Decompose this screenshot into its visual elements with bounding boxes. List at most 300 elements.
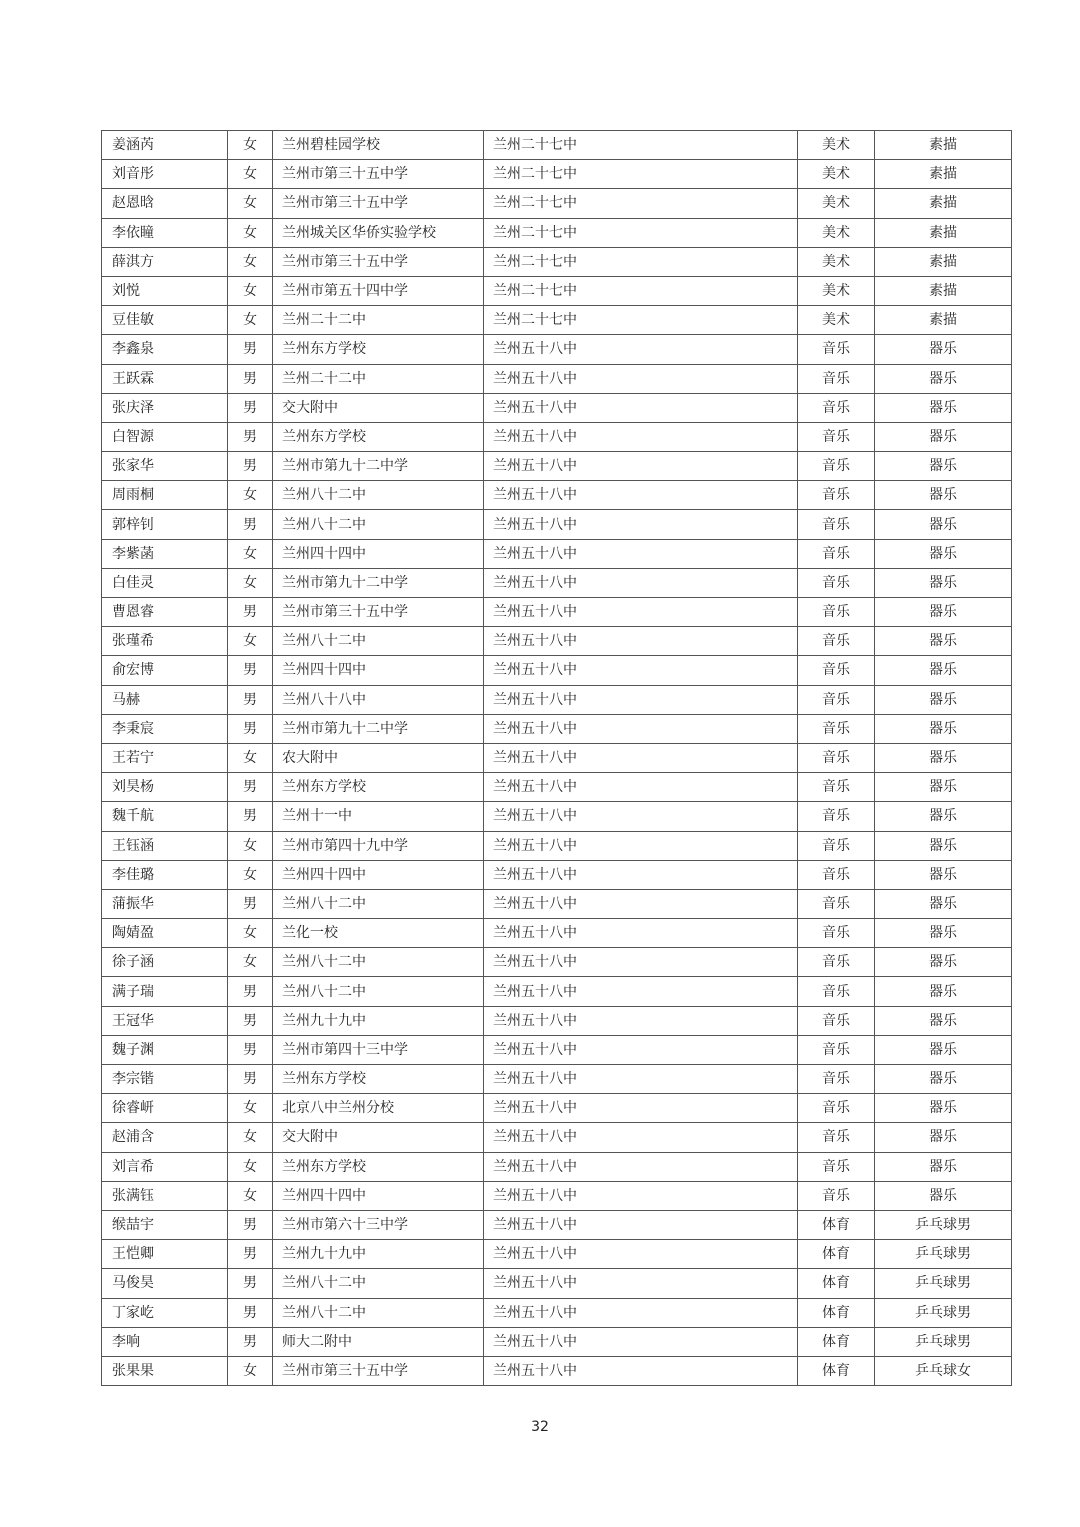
table-row xyxy=(102,1181,1012,1210)
category-cell: 音乐 xyxy=(798,802,875,831)
table-row xyxy=(102,306,1012,335)
gender-cell: 男 xyxy=(228,1240,273,1269)
specialty-cell: 器乐 xyxy=(875,685,1012,714)
student-name-cell: 王冠华 xyxy=(102,1006,228,1035)
origin-school-cell: 兰州市第九十二中学 xyxy=(273,714,484,743)
student-name-cell: 白佳灵 xyxy=(102,568,228,597)
gender-cell: 男 xyxy=(228,598,273,627)
student-name-cell: 徐睿岍 xyxy=(102,1094,228,1123)
gender-cell: 男 xyxy=(228,510,273,539)
admitted-school-cell: 兰州二十七中 xyxy=(484,276,798,305)
origin-school-cell: 兰州市第三十五中学 xyxy=(273,160,484,189)
admitted-school-cell: 兰州二十七中 xyxy=(484,218,798,247)
specialty-cell: 器乐 xyxy=(875,860,1012,889)
category-cell: 音乐 xyxy=(798,685,875,714)
category-cell: 美术 xyxy=(798,160,875,189)
gender-cell: 男 xyxy=(228,1327,273,1356)
category-cell: 音乐 xyxy=(798,335,875,364)
table-row xyxy=(102,889,1012,918)
page-number: 32 xyxy=(531,1419,549,1435)
student-name-cell: 王恺卿 xyxy=(102,1240,228,1269)
origin-school-cell: 兰州二十二中 xyxy=(273,364,484,393)
admitted-school-cell: 兰州五十八中 xyxy=(484,1356,798,1385)
specialty-cell: 素描 xyxy=(875,160,1012,189)
origin-school-cell: 兰州八十二中 xyxy=(273,481,484,510)
specialty-cell: 器乐 xyxy=(875,948,1012,977)
origin-school-cell: 兰化一校 xyxy=(273,919,484,948)
table-row xyxy=(102,919,1012,948)
category-cell: 体育 xyxy=(798,1327,875,1356)
origin-school-cell: 兰州东方学校 xyxy=(273,773,484,802)
category-cell: 音乐 xyxy=(798,510,875,539)
admitted-school-cell: 兰州五十八中 xyxy=(484,889,798,918)
gender-cell: 女 xyxy=(228,1094,273,1123)
student-name-cell: 魏子渊 xyxy=(102,1035,228,1064)
table-row xyxy=(102,1269,1012,1298)
specialty-cell: 乒乓球男 xyxy=(875,1210,1012,1239)
table-row xyxy=(102,1356,1012,1385)
gender-cell: 女 xyxy=(228,919,273,948)
category-cell: 美术 xyxy=(798,189,875,218)
admitted-school-cell: 兰州五十八中 xyxy=(484,1006,798,1035)
admitted-school-cell: 兰州五十八中 xyxy=(484,1327,798,1356)
student-name-cell: 刘音彤 xyxy=(102,160,228,189)
gender-cell: 男 xyxy=(228,977,273,1006)
student-name-cell: 王跃霖 xyxy=(102,364,228,393)
origin-school-cell: 兰州八十二中 xyxy=(273,1269,484,1298)
gender-cell: 男 xyxy=(228,335,273,364)
admitted-school-cell: 兰州五十八中 xyxy=(484,919,798,948)
admitted-school-cell: 兰州五十八中 xyxy=(484,627,798,656)
origin-school-cell: 兰州市第三十五中学 xyxy=(273,598,484,627)
category-cell: 音乐 xyxy=(798,656,875,685)
gender-cell: 女 xyxy=(228,306,273,335)
student-name-cell: 徐子涵 xyxy=(102,948,228,977)
specialty-cell: 器乐 xyxy=(875,889,1012,918)
table-row xyxy=(102,539,1012,568)
gender-cell: 男 xyxy=(228,714,273,743)
origin-school-cell: 兰州八十二中 xyxy=(273,977,484,1006)
gender-cell: 男 xyxy=(228,1210,273,1239)
table-row xyxy=(102,1123,1012,1152)
table-row xyxy=(102,773,1012,802)
admitted-school-cell: 兰州二十七中 xyxy=(484,189,798,218)
table-row xyxy=(102,627,1012,656)
admitted-school-cell: 兰州五十八中 xyxy=(484,452,798,481)
table-row xyxy=(102,510,1012,539)
student-name-cell: 俞宏博 xyxy=(102,656,228,685)
gender-cell: 女 xyxy=(228,743,273,772)
specialty-cell: 乒乓球男 xyxy=(875,1327,1012,1356)
origin-school-cell: 兰州市第三十五中学 xyxy=(273,247,484,276)
student-name-cell: 李响 xyxy=(102,1327,228,1356)
category-cell: 音乐 xyxy=(798,422,875,451)
gender-cell: 男 xyxy=(228,685,273,714)
admitted-school-cell: 兰州五十八中 xyxy=(484,1035,798,1064)
specialty-cell: 器乐 xyxy=(875,773,1012,802)
category-cell: 音乐 xyxy=(798,1152,875,1181)
gender-cell: 女 xyxy=(228,1356,273,1385)
gender-cell: 女 xyxy=(228,160,273,189)
table-row xyxy=(102,802,1012,831)
table-row xyxy=(102,1065,1012,1094)
student-name-cell: 刘悦 xyxy=(102,276,228,305)
student-name-cell: 王钰涵 xyxy=(102,831,228,860)
gender-cell: 女 xyxy=(228,218,273,247)
gender-cell: 男 xyxy=(228,1006,273,1035)
admitted-school-cell: 兰州二十七中 xyxy=(484,160,798,189)
student-name-cell: 张满钰 xyxy=(102,1181,228,1210)
table-row xyxy=(102,218,1012,247)
student-name-cell: 蒲振华 xyxy=(102,889,228,918)
origin-school-cell: 师大二附中 xyxy=(273,1327,484,1356)
gender-cell: 男 xyxy=(228,1035,273,1064)
origin-school-cell: 农大附中 xyxy=(273,743,484,772)
table-row xyxy=(102,364,1012,393)
table-row xyxy=(102,1006,1012,1035)
origin-school-cell: 兰州市第九十二中学 xyxy=(273,568,484,597)
table-row xyxy=(102,598,1012,627)
admitted-school-cell: 兰州五十八中 xyxy=(484,1094,798,1123)
origin-school-cell: 兰州市第五十四中学 xyxy=(273,276,484,305)
gender-cell: 男 xyxy=(228,802,273,831)
gender-cell: 女 xyxy=(228,568,273,597)
specialty-cell: 器乐 xyxy=(875,656,1012,685)
specialty-cell: 素描 xyxy=(875,247,1012,276)
origin-school-cell: 兰州市第六十三中学 xyxy=(273,1210,484,1239)
gender-cell: 男 xyxy=(228,1298,273,1327)
category-cell: 音乐 xyxy=(798,452,875,481)
gender-cell: 女 xyxy=(228,627,273,656)
gender-cell: 女 xyxy=(228,539,273,568)
category-cell: 音乐 xyxy=(798,919,875,948)
student-name-cell: 张瑾希 xyxy=(102,627,228,656)
category-cell: 体育 xyxy=(798,1240,875,1269)
admitted-school-cell: 兰州二十七中 xyxy=(484,247,798,276)
specialty-cell: 器乐 xyxy=(875,1006,1012,1035)
admitted-school-cell: 兰州五十八中 xyxy=(484,831,798,860)
origin-school-cell: 兰州八十二中 xyxy=(273,510,484,539)
origin-school-cell: 兰州四十四中 xyxy=(273,656,484,685)
specialty-cell: 器乐 xyxy=(875,422,1012,451)
category-cell: 音乐 xyxy=(798,393,875,422)
admitted-school-cell: 兰州二十七中 xyxy=(484,306,798,335)
specialty-cell: 器乐 xyxy=(875,335,1012,364)
origin-school-cell: 兰州东方学校 xyxy=(273,1065,484,1094)
table-row xyxy=(102,714,1012,743)
specialty-cell: 器乐 xyxy=(875,714,1012,743)
category-cell: 音乐 xyxy=(798,627,875,656)
category-cell: 音乐 xyxy=(798,948,875,977)
category-cell: 音乐 xyxy=(798,977,875,1006)
table-row xyxy=(102,685,1012,714)
table-row xyxy=(102,1240,1012,1269)
student-name-cell: 李秉宸 xyxy=(102,714,228,743)
category-cell: 美术 xyxy=(798,306,875,335)
student-name-cell: 马俊昊 xyxy=(102,1269,228,1298)
student-name-cell: 李依瞳 xyxy=(102,218,228,247)
category-cell: 音乐 xyxy=(798,1035,875,1064)
student-name-cell: 张家华 xyxy=(102,452,228,481)
category-cell: 音乐 xyxy=(798,889,875,918)
category-cell: 音乐 xyxy=(798,1065,875,1094)
table-row xyxy=(102,948,1012,977)
category-cell: 音乐 xyxy=(798,364,875,393)
specialty-cell: 器乐 xyxy=(875,919,1012,948)
gender-cell: 女 xyxy=(228,189,273,218)
student-name-cell: 赵浦含 xyxy=(102,1123,228,1152)
specialty-cell: 器乐 xyxy=(875,598,1012,627)
specialty-cell: 器乐 xyxy=(875,481,1012,510)
origin-school-cell: 兰州城关区华侨实验学校 xyxy=(273,218,484,247)
gender-cell: 男 xyxy=(228,889,273,918)
origin-school-cell: 兰州八十二中 xyxy=(273,948,484,977)
student-name-cell: 陶婧盈 xyxy=(102,919,228,948)
admitted-school-cell: 兰州五十八中 xyxy=(484,1152,798,1181)
gender-cell: 女 xyxy=(228,481,273,510)
admitted-school-cell: 兰州五十八中 xyxy=(484,568,798,597)
admitted-school-cell: 兰州五十八中 xyxy=(484,335,798,364)
table-row xyxy=(102,481,1012,510)
specialty-cell: 素描 xyxy=(875,218,1012,247)
origin-school-cell: 兰州四十四中 xyxy=(273,1181,484,1210)
category-cell: 音乐 xyxy=(798,743,875,772)
student-name-cell: 姜涵芮 xyxy=(102,131,228,160)
table-row xyxy=(102,568,1012,597)
gender-cell: 女 xyxy=(228,1123,273,1152)
category-cell: 音乐 xyxy=(798,1123,875,1152)
category-cell: 音乐 xyxy=(798,773,875,802)
student-name-cell: 赵恩晗 xyxy=(102,189,228,218)
specialty-cell: 器乐 xyxy=(875,1065,1012,1094)
table-row xyxy=(102,977,1012,1006)
student-name-cell: 白智源 xyxy=(102,422,228,451)
table-row xyxy=(102,247,1012,276)
specialty-cell: 器乐 xyxy=(875,977,1012,1006)
admitted-school-cell: 兰州五十八中 xyxy=(484,1269,798,1298)
specialty-cell: 素描 xyxy=(875,306,1012,335)
gender-cell: 女 xyxy=(228,247,273,276)
admitted-school-cell: 兰州五十八中 xyxy=(484,977,798,1006)
specialty-cell: 器乐 xyxy=(875,510,1012,539)
gender-cell: 男 xyxy=(228,364,273,393)
specialty-cell: 乒乓球男 xyxy=(875,1298,1012,1327)
origin-school-cell: 兰州十一中 xyxy=(273,802,484,831)
gender-cell: 男 xyxy=(228,1269,273,1298)
specialty-cell: 乒乓球男 xyxy=(875,1269,1012,1298)
origin-school-cell: 兰州二十二中 xyxy=(273,306,484,335)
category-cell: 美术 xyxy=(798,247,875,276)
specialty-cell: 器乐 xyxy=(875,743,1012,772)
student-name-cell: 李佳璐 xyxy=(102,860,228,889)
category-cell: 音乐 xyxy=(798,860,875,889)
gender-cell: 女 xyxy=(228,1181,273,1210)
admitted-school-cell: 兰州五十八中 xyxy=(484,802,798,831)
student-name-cell: 马赫 xyxy=(102,685,228,714)
gender-cell: 女 xyxy=(228,276,273,305)
origin-school-cell: 兰州九十九中 xyxy=(273,1240,484,1269)
admitted-school-cell: 兰州五十八中 xyxy=(484,860,798,889)
student-name-cell: 缑喆宇 xyxy=(102,1210,228,1239)
specialty-cell: 器乐 xyxy=(875,568,1012,597)
table-row xyxy=(102,422,1012,451)
origin-school-cell: 兰州四十四中 xyxy=(273,539,484,568)
specialty-cell: 器乐 xyxy=(875,1152,1012,1181)
specialty-cell: 器乐 xyxy=(875,393,1012,422)
admitted-school-cell: 兰州五十八中 xyxy=(484,481,798,510)
origin-school-cell: 兰州东方学校 xyxy=(273,1152,484,1181)
origin-school-cell: 交大附中 xyxy=(273,1123,484,1152)
category-cell: 音乐 xyxy=(798,714,875,743)
specialty-cell: 乒乓球男 xyxy=(875,1240,1012,1269)
student-name-cell: 刘昊杨 xyxy=(102,773,228,802)
specialty-cell: 器乐 xyxy=(875,364,1012,393)
table-row xyxy=(102,452,1012,481)
student-name-cell: 张庆泽 xyxy=(102,393,228,422)
specialty-cell: 器乐 xyxy=(875,1181,1012,1210)
origin-school-cell: 兰州东方学校 xyxy=(273,422,484,451)
admitted-school-cell: 兰州五十八中 xyxy=(484,364,798,393)
origin-school-cell: 兰州四十四中 xyxy=(273,860,484,889)
origin-school-cell: 交大附中 xyxy=(273,393,484,422)
specialty-cell: 器乐 xyxy=(875,452,1012,481)
student-name-cell: 薛淇方 xyxy=(102,247,228,276)
gender-cell: 男 xyxy=(228,656,273,685)
category-cell: 音乐 xyxy=(798,1006,875,1035)
gender-cell: 男 xyxy=(228,452,273,481)
admitted-school-cell: 兰州五十八中 xyxy=(484,598,798,627)
admitted-school-cell: 兰州二十七中 xyxy=(484,131,798,160)
specialty-cell: 器乐 xyxy=(875,1094,1012,1123)
admitted-school-cell: 兰州五十八中 xyxy=(484,714,798,743)
admitted-school-cell: 兰州五十八中 xyxy=(484,948,798,977)
student-table-body xyxy=(102,131,1012,1386)
origin-school-cell: 兰州市第四十九中学 xyxy=(273,831,484,860)
table-row xyxy=(102,831,1012,860)
specialty-cell: 乒乓球女 xyxy=(875,1356,1012,1385)
admitted-school-cell: 兰州五十八中 xyxy=(484,1123,798,1152)
table-row xyxy=(102,189,1012,218)
category-cell: 美术 xyxy=(798,131,875,160)
specialty-cell: 器乐 xyxy=(875,1035,1012,1064)
specialty-cell: 器乐 xyxy=(875,831,1012,860)
table-row xyxy=(102,276,1012,305)
category-cell: 体育 xyxy=(798,1356,875,1385)
category-cell: 美术 xyxy=(798,218,875,247)
specialty-cell: 素描 xyxy=(875,276,1012,305)
specialty-cell: 素描 xyxy=(875,131,1012,160)
table-row xyxy=(102,131,1012,160)
gender-cell: 女 xyxy=(228,131,273,160)
student-name-cell: 魏千航 xyxy=(102,802,228,831)
table-row xyxy=(102,743,1012,772)
origin-school-cell: 兰州九十九中 xyxy=(273,1006,484,1035)
specialty-cell: 器乐 xyxy=(875,802,1012,831)
origin-school-cell: 兰州市第四十三中学 xyxy=(273,1035,484,1064)
table-row xyxy=(102,335,1012,364)
table-row xyxy=(102,1152,1012,1181)
gender-cell: 女 xyxy=(228,948,273,977)
gender-cell: 女 xyxy=(228,860,273,889)
origin-school-cell: 兰州东方学校 xyxy=(273,335,484,364)
category-cell: 美术 xyxy=(798,276,875,305)
table-row xyxy=(102,656,1012,685)
origin-school-cell: 兰州碧桂园学校 xyxy=(273,131,484,160)
admitted-school-cell: 兰州五十八中 xyxy=(484,1181,798,1210)
student-name-cell: 李宗锴 xyxy=(102,1065,228,1094)
student-name-cell: 刘言希 xyxy=(102,1152,228,1181)
origin-school-cell: 兰州八十八中 xyxy=(273,685,484,714)
category-cell: 体育 xyxy=(798,1298,875,1327)
table-row xyxy=(102,1094,1012,1123)
origin-school-cell: 北京八中兰州分校 xyxy=(273,1094,484,1123)
gender-cell: 男 xyxy=(228,773,273,802)
specialty-cell: 器乐 xyxy=(875,627,1012,656)
table-row xyxy=(102,860,1012,889)
origin-school-cell: 兰州八十二中 xyxy=(273,627,484,656)
student-name-cell: 丁家屹 xyxy=(102,1298,228,1327)
gender-cell: 女 xyxy=(228,831,273,860)
student-name-cell: 曹恩睿 xyxy=(102,598,228,627)
student-name-cell: 王若宁 xyxy=(102,743,228,772)
specialty-cell: 素描 xyxy=(875,189,1012,218)
gender-cell: 男 xyxy=(228,422,273,451)
table-row xyxy=(102,1298,1012,1327)
admitted-school-cell: 兰州五十八中 xyxy=(484,685,798,714)
origin-school-cell: 兰州市第三十五中学 xyxy=(273,189,484,218)
table-row xyxy=(102,393,1012,422)
category-cell: 音乐 xyxy=(798,1181,875,1210)
specialty-cell: 器乐 xyxy=(875,1123,1012,1152)
admitted-school-cell: 兰州五十八中 xyxy=(484,1240,798,1269)
category-cell: 体育 xyxy=(798,1210,875,1239)
table-row xyxy=(102,1327,1012,1356)
admitted-school-cell: 兰州五十八中 xyxy=(484,539,798,568)
student-name-cell: 李鑫泉 xyxy=(102,335,228,364)
admitted-school-cell: 兰州五十八中 xyxy=(484,1065,798,1094)
table-row xyxy=(102,1035,1012,1064)
admitted-school-cell: 兰州五十八中 xyxy=(484,393,798,422)
admitted-school-cell: 兰州五十八中 xyxy=(484,743,798,772)
student-name-cell: 李紫菡 xyxy=(102,539,228,568)
origin-school-cell: 兰州八十二中 xyxy=(273,889,484,918)
admitted-school-cell: 兰州五十八中 xyxy=(484,510,798,539)
admitted-school-cell: 兰州五十八中 xyxy=(484,1210,798,1239)
category-cell: 音乐 xyxy=(798,568,875,597)
admitted-school-cell: 兰州五十八中 xyxy=(484,656,798,685)
category-cell: 体育 xyxy=(798,1269,875,1298)
table-row xyxy=(102,1210,1012,1239)
gender-cell: 女 xyxy=(228,1152,273,1181)
origin-school-cell: 兰州八十二中 xyxy=(273,1298,484,1327)
origin-school-cell: 兰州市第九十二中学 xyxy=(273,452,484,481)
admitted-school-cell: 兰州五十八中 xyxy=(484,773,798,802)
category-cell: 音乐 xyxy=(798,481,875,510)
student-name-cell: 周雨桐 xyxy=(102,481,228,510)
student-name-cell: 豆佳敏 xyxy=(102,306,228,335)
admitted-school-cell: 兰州五十八中 xyxy=(484,1298,798,1327)
gender-cell: 男 xyxy=(228,1065,273,1094)
student-table xyxy=(101,130,1012,1386)
origin-school-cell: 兰州市第三十五中学 xyxy=(273,1356,484,1385)
gender-cell: 男 xyxy=(228,393,273,422)
category-cell: 音乐 xyxy=(798,1094,875,1123)
admitted-school-cell: 兰州五十八中 xyxy=(484,422,798,451)
category-cell: 音乐 xyxy=(798,598,875,627)
specialty-cell: 器乐 xyxy=(875,539,1012,568)
table-row xyxy=(102,160,1012,189)
student-name-cell: 郭梓钊 xyxy=(102,510,228,539)
